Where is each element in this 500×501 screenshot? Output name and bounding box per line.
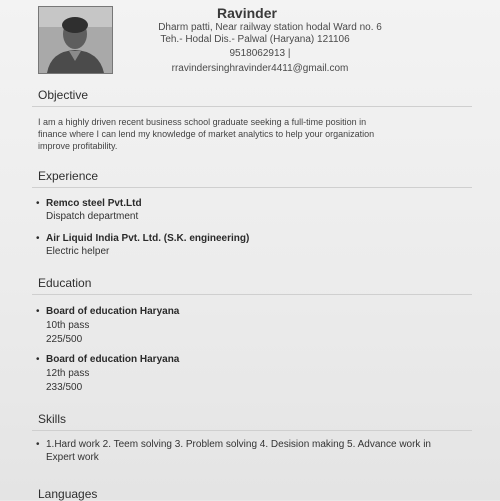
email-address: rravindersinghravinder4411@gmail.com <box>171 63 349 74</box>
section-divider <box>32 430 472 431</box>
objective-text <box>38 116 478 152</box>
bullet: • <box>36 439 40 450</box>
bullet: • <box>36 306 40 317</box>
address-line-2: Teh.- Hodal Dis.- Palwal (Haryana) 121106 <box>160 34 350 45</box>
education-heading: Education <box>38 276 92 290</box>
objective-line-2: finance where I can lend my knowledge of market analytics to help your organization <box>38 129 375 139</box>
bullet: • <box>36 354 40 365</box>
company-name: Remco steel Pvt.Ltd <box>46 198 142 209</box>
skills-line-1: 1.Hard work 2. Teem solving 3. Problem solving 4. Desision making 5. Advance work in <box>46 439 431 450</box>
qualification-level: 10th pass <box>46 320 90 331</box>
section-divider <box>32 294 472 295</box>
qualification-score: 233/500 <box>46 382 83 393</box>
skills-list <box>36 438 476 464</box>
board-name: Board of education Haryana <box>46 306 180 317</box>
experience-heading: Experience <box>38 169 99 183</box>
bullet: • <box>36 233 40 244</box>
bullet: • <box>36 198 40 209</box>
phone-number: 9518062913 | <box>229 48 291 59</box>
section-divider <box>32 187 472 188</box>
section-divider <box>32 106 472 107</box>
languages-heading: Languages <box>38 487 98 501</box>
skills-line-2: Expert work <box>46 452 99 463</box>
qualification-score: 225/500 <box>46 334 83 345</box>
address-line-1: Dharm patti, Near railway station hodal Ward no. 6 <box>158 22 382 33</box>
board-name: Board of education Haryana <box>46 354 180 365</box>
skills-heading: Skills <box>38 412 67 426</box>
objective-line-1: I am a highly driven recent business school graduate seeking a full-time position in <box>38 117 367 127</box>
company-name: Air Liquid India Pvt. Ltd. (S.K. engineering) <box>46 233 250 244</box>
qualification-level: 12th pass <box>46 368 90 379</box>
objective-heading: Objective <box>38 88 89 102</box>
job-department: Dispatch department <box>46 211 139 222</box>
job-role: Electric helper <box>46 246 110 257</box>
candidate-name: Ravinder <box>217 5 277 21</box>
objective-line-3: improve profitability. <box>38 141 118 151</box>
